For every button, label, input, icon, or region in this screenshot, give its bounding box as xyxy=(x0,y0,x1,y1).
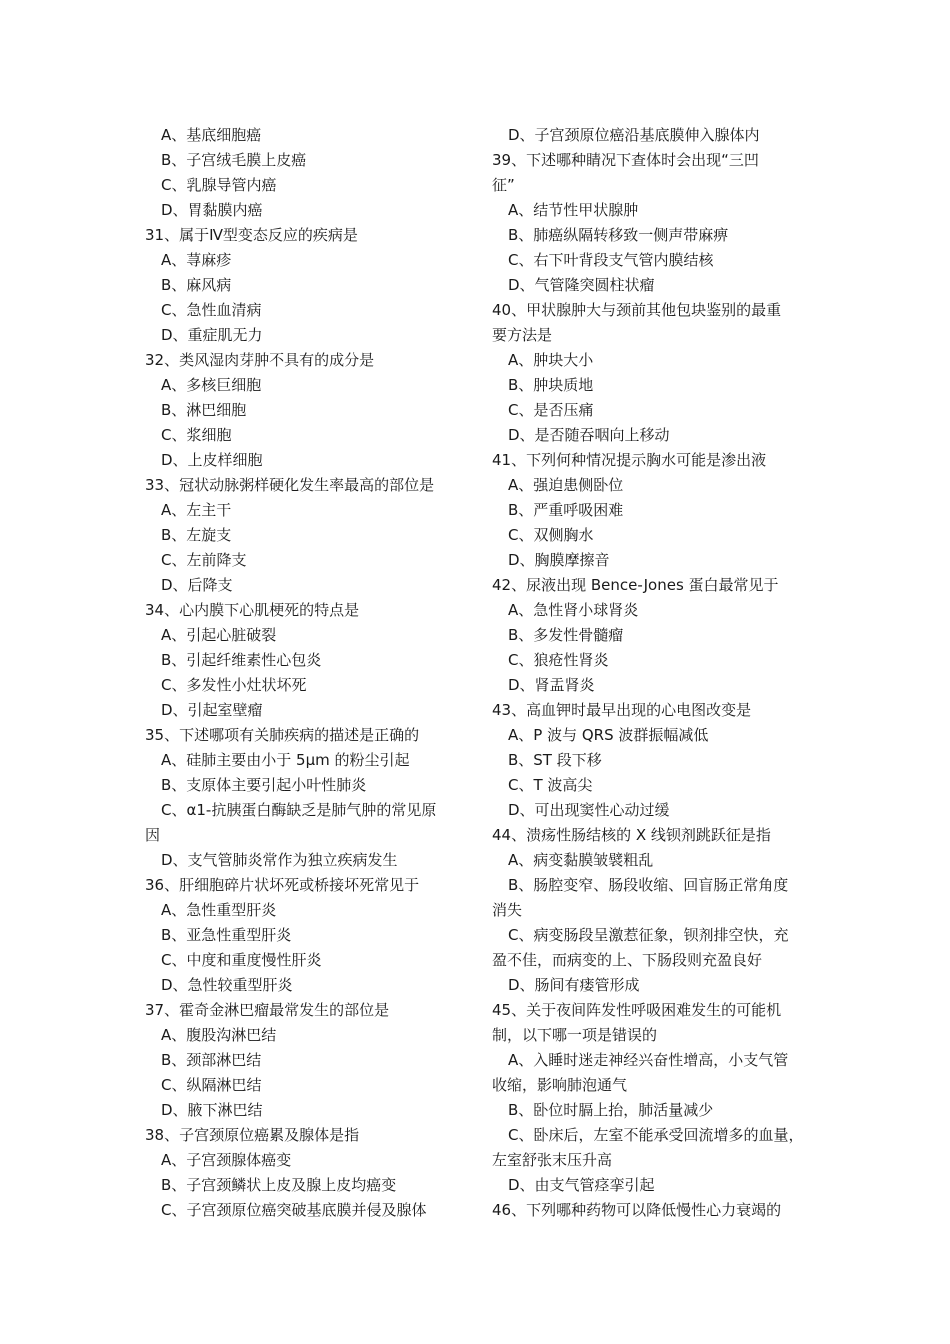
answer-option: D、上皮样细胞 xyxy=(161,451,263,469)
question-text: 35、下述哪项有关肺疾病的描述是正确的 xyxy=(145,726,420,744)
answer-option: D、子宫颈原位癌沿基底膜伸入腺体内 xyxy=(508,126,760,144)
answer-option: C、右下叶背段支气管内膜结核 xyxy=(508,251,714,269)
answer-option: C、乳腺导管内癌 xyxy=(161,176,277,194)
answer-option: D、胃黏膜内癌 xyxy=(161,201,263,219)
answer-option: D、重症肌无力 xyxy=(161,326,263,344)
question-text: 39、下述哪种睛况下查体时会出现“三凹 xyxy=(492,151,759,169)
question-text: 40、甲状腺肿大与颈前其他包块鉴别的最重 xyxy=(492,301,782,319)
text-continuation: 因 xyxy=(145,826,161,844)
answer-option: D、急性较重型肝炎 xyxy=(161,976,293,994)
answer-option: A、结节性甲状腺肿 xyxy=(508,201,639,219)
text-continuation: 收缩，影响肺泡通气 xyxy=(492,1076,628,1094)
answer-option: D、后降支 xyxy=(161,576,233,594)
answer-option: C、T 波高尖 xyxy=(508,776,593,794)
answer-option: B、肺癌纵隔转移致一侧声带麻痹 xyxy=(508,226,729,244)
answer-option: C、是否压痛 xyxy=(508,401,594,419)
answer-option: B、引起纤维素性心包炎 xyxy=(161,651,322,669)
answer-option: C、子宫颈原位癌突破基底膜并侵及腺体 xyxy=(161,1201,427,1219)
question-text: 45、关于夜间阵发性呼吸困难发生的可能机 xyxy=(492,1001,782,1019)
text-continuation: 左室舒张末压升高 xyxy=(492,1151,613,1169)
answer-option: A、病变黏膜皱襞粗乱 xyxy=(508,851,654,869)
answer-option: C、狼疮性肾炎 xyxy=(508,651,609,669)
answer-option: C、浆细胞 xyxy=(161,426,232,444)
answer-option: D、肾盂肾炎 xyxy=(508,676,595,694)
answer-option: B、左旋支 xyxy=(161,526,232,544)
right-column xyxy=(492,123,822,1223)
answer-option: A、腹股沟淋巴结 xyxy=(161,1026,277,1044)
question-text: 38、子宫颈原位癌累及腺体是指 xyxy=(145,1126,360,1144)
answer-option: C、急性血清病 xyxy=(161,301,262,319)
question-text: 42、尿液出现 Bence-Jones 蛋白最常见于 xyxy=(492,576,779,594)
answer-option: B、严重呼吸困难 xyxy=(508,501,624,519)
answer-option: D、由支气管痉挛引起 xyxy=(508,1176,655,1194)
left-column xyxy=(145,123,475,1223)
answer-option: B、子宫绒毛膜上皮癌 xyxy=(161,151,307,169)
question-text: 33、冠状动脉粥样硬化发生率最高的部位是 xyxy=(145,476,435,494)
answer-option: A、急性肾小球肾炎 xyxy=(508,601,639,619)
answer-option: B、卧位时膈上抬，肺活量减少 xyxy=(508,1101,714,1119)
question-text: 44、溃疡性肠结核的 X 线钡剂跳跃征是指 xyxy=(492,826,771,844)
answer-option: C、卧床后，左室不能承受回流增多的血量， xyxy=(508,1126,804,1144)
answer-option: B、ST 段下移 xyxy=(508,751,602,769)
answer-option: D、肠间有瘘管形成 xyxy=(508,976,640,994)
answer-option: A、子宫颈腺体癌变 xyxy=(161,1151,292,1169)
question-text: 31、属于Ⅳ型变态反应的疾病是 xyxy=(145,226,358,244)
answer-option: B、麻风病 xyxy=(161,276,232,294)
answer-option: A、急性重型肝炎 xyxy=(161,901,277,919)
answer-option: D、腋下淋巴结 xyxy=(161,1101,263,1119)
answer-option: C、纵隔淋巴结 xyxy=(161,1076,262,1094)
text-continuation: 消失 xyxy=(492,901,523,919)
text-continuation: 征” xyxy=(492,176,515,194)
answer-option: A、强迫患侧卧位 xyxy=(508,476,624,494)
answer-option: A、多核巨细胞 xyxy=(161,376,262,394)
answer-option: A、入睡时迷走神经兴奋性增高，小支气管 xyxy=(508,1051,789,1069)
answer-option: C、多发性小灶状坏死 xyxy=(161,676,307,694)
question-text: 36、肝细胞碎片状坏死或桥接坏死常见于 xyxy=(145,876,420,894)
answer-option: A、荨麻疹 xyxy=(161,251,232,269)
answer-option: A、肿块大小 xyxy=(508,351,594,369)
answer-option: A、左主干 xyxy=(161,501,232,519)
answer-option: D、气管隆突圆柱状瘤 xyxy=(508,276,655,294)
answer-option: B、肠腔变窄、肠段收缩、回盲肠正常角度 xyxy=(508,876,789,894)
question-text: 41、下列何种情况提示胸水可能是渗出液 xyxy=(492,451,767,469)
question-text: 34、心内膜下心肌梗死的特点是 xyxy=(145,601,360,619)
answer-option: B、子宫颈鳞状上皮及腺上皮均癌变 xyxy=(161,1176,397,1194)
question-text: 32、类风湿肉芽肿不具有的成分是 xyxy=(145,351,375,369)
answer-option: B、淋巴细胞 xyxy=(161,401,247,419)
question-text: 37、霍奇金淋巴瘤最常发生的部位是 xyxy=(145,1001,390,1019)
text-continuation: 盈不佳，而病变的上、下肠段则充盈良好 xyxy=(492,951,763,969)
answer-option: C、中度和重度慢性肝炎 xyxy=(161,951,322,969)
answer-option: A、硅肺主要由小于 5μm 的粉尘引起 xyxy=(161,751,410,769)
answer-option: A、基底细胞癌 xyxy=(161,126,262,144)
answer-option: C、双侧胸水 xyxy=(508,526,594,544)
answer-option: A、引起心脏破裂 xyxy=(161,626,277,644)
question-text: 46、下列哪种药物可以降低慢性心力衰竭的 xyxy=(492,1201,782,1219)
answer-option: D、可出现窦性心动过缓 xyxy=(508,801,670,819)
text-continuation: 要方法是 xyxy=(492,326,553,344)
answer-option: A、P 波与 QRS 波群振幅减低 xyxy=(508,726,709,744)
question-text: 43、高血钾时最早出现的心电图改变是 xyxy=(492,701,752,719)
answer-option: D、是否随吞咽向上移动 xyxy=(508,426,670,444)
answer-option: D、引起室壁瘤 xyxy=(161,701,263,719)
answer-option: B、支原体主要引起小叶性肺炎 xyxy=(161,776,367,794)
answer-option: C、α1-抗胰蛋白酶缺乏是肺气肿的常见原 xyxy=(161,801,437,819)
answer-option: C、病变肠段呈激惹征象，钡剂排空快，充 xyxy=(508,926,789,944)
answer-option: D、支气管肺炎常作为独立疾病发生 xyxy=(161,851,398,869)
answer-option: C、左前降支 xyxy=(161,551,247,569)
answer-option: B、亚急性重型肝炎 xyxy=(161,926,292,944)
answer-option: B、肿块质地 xyxy=(508,376,594,394)
answer-option: D、胸膜摩擦音 xyxy=(508,551,610,569)
answer-option: B、颈部淋巴结 xyxy=(161,1051,262,1069)
text-continuation: 制，以下哪一项是错误的 xyxy=(492,1026,658,1044)
answer-option: B、多发性骨髓瘤 xyxy=(508,626,624,644)
